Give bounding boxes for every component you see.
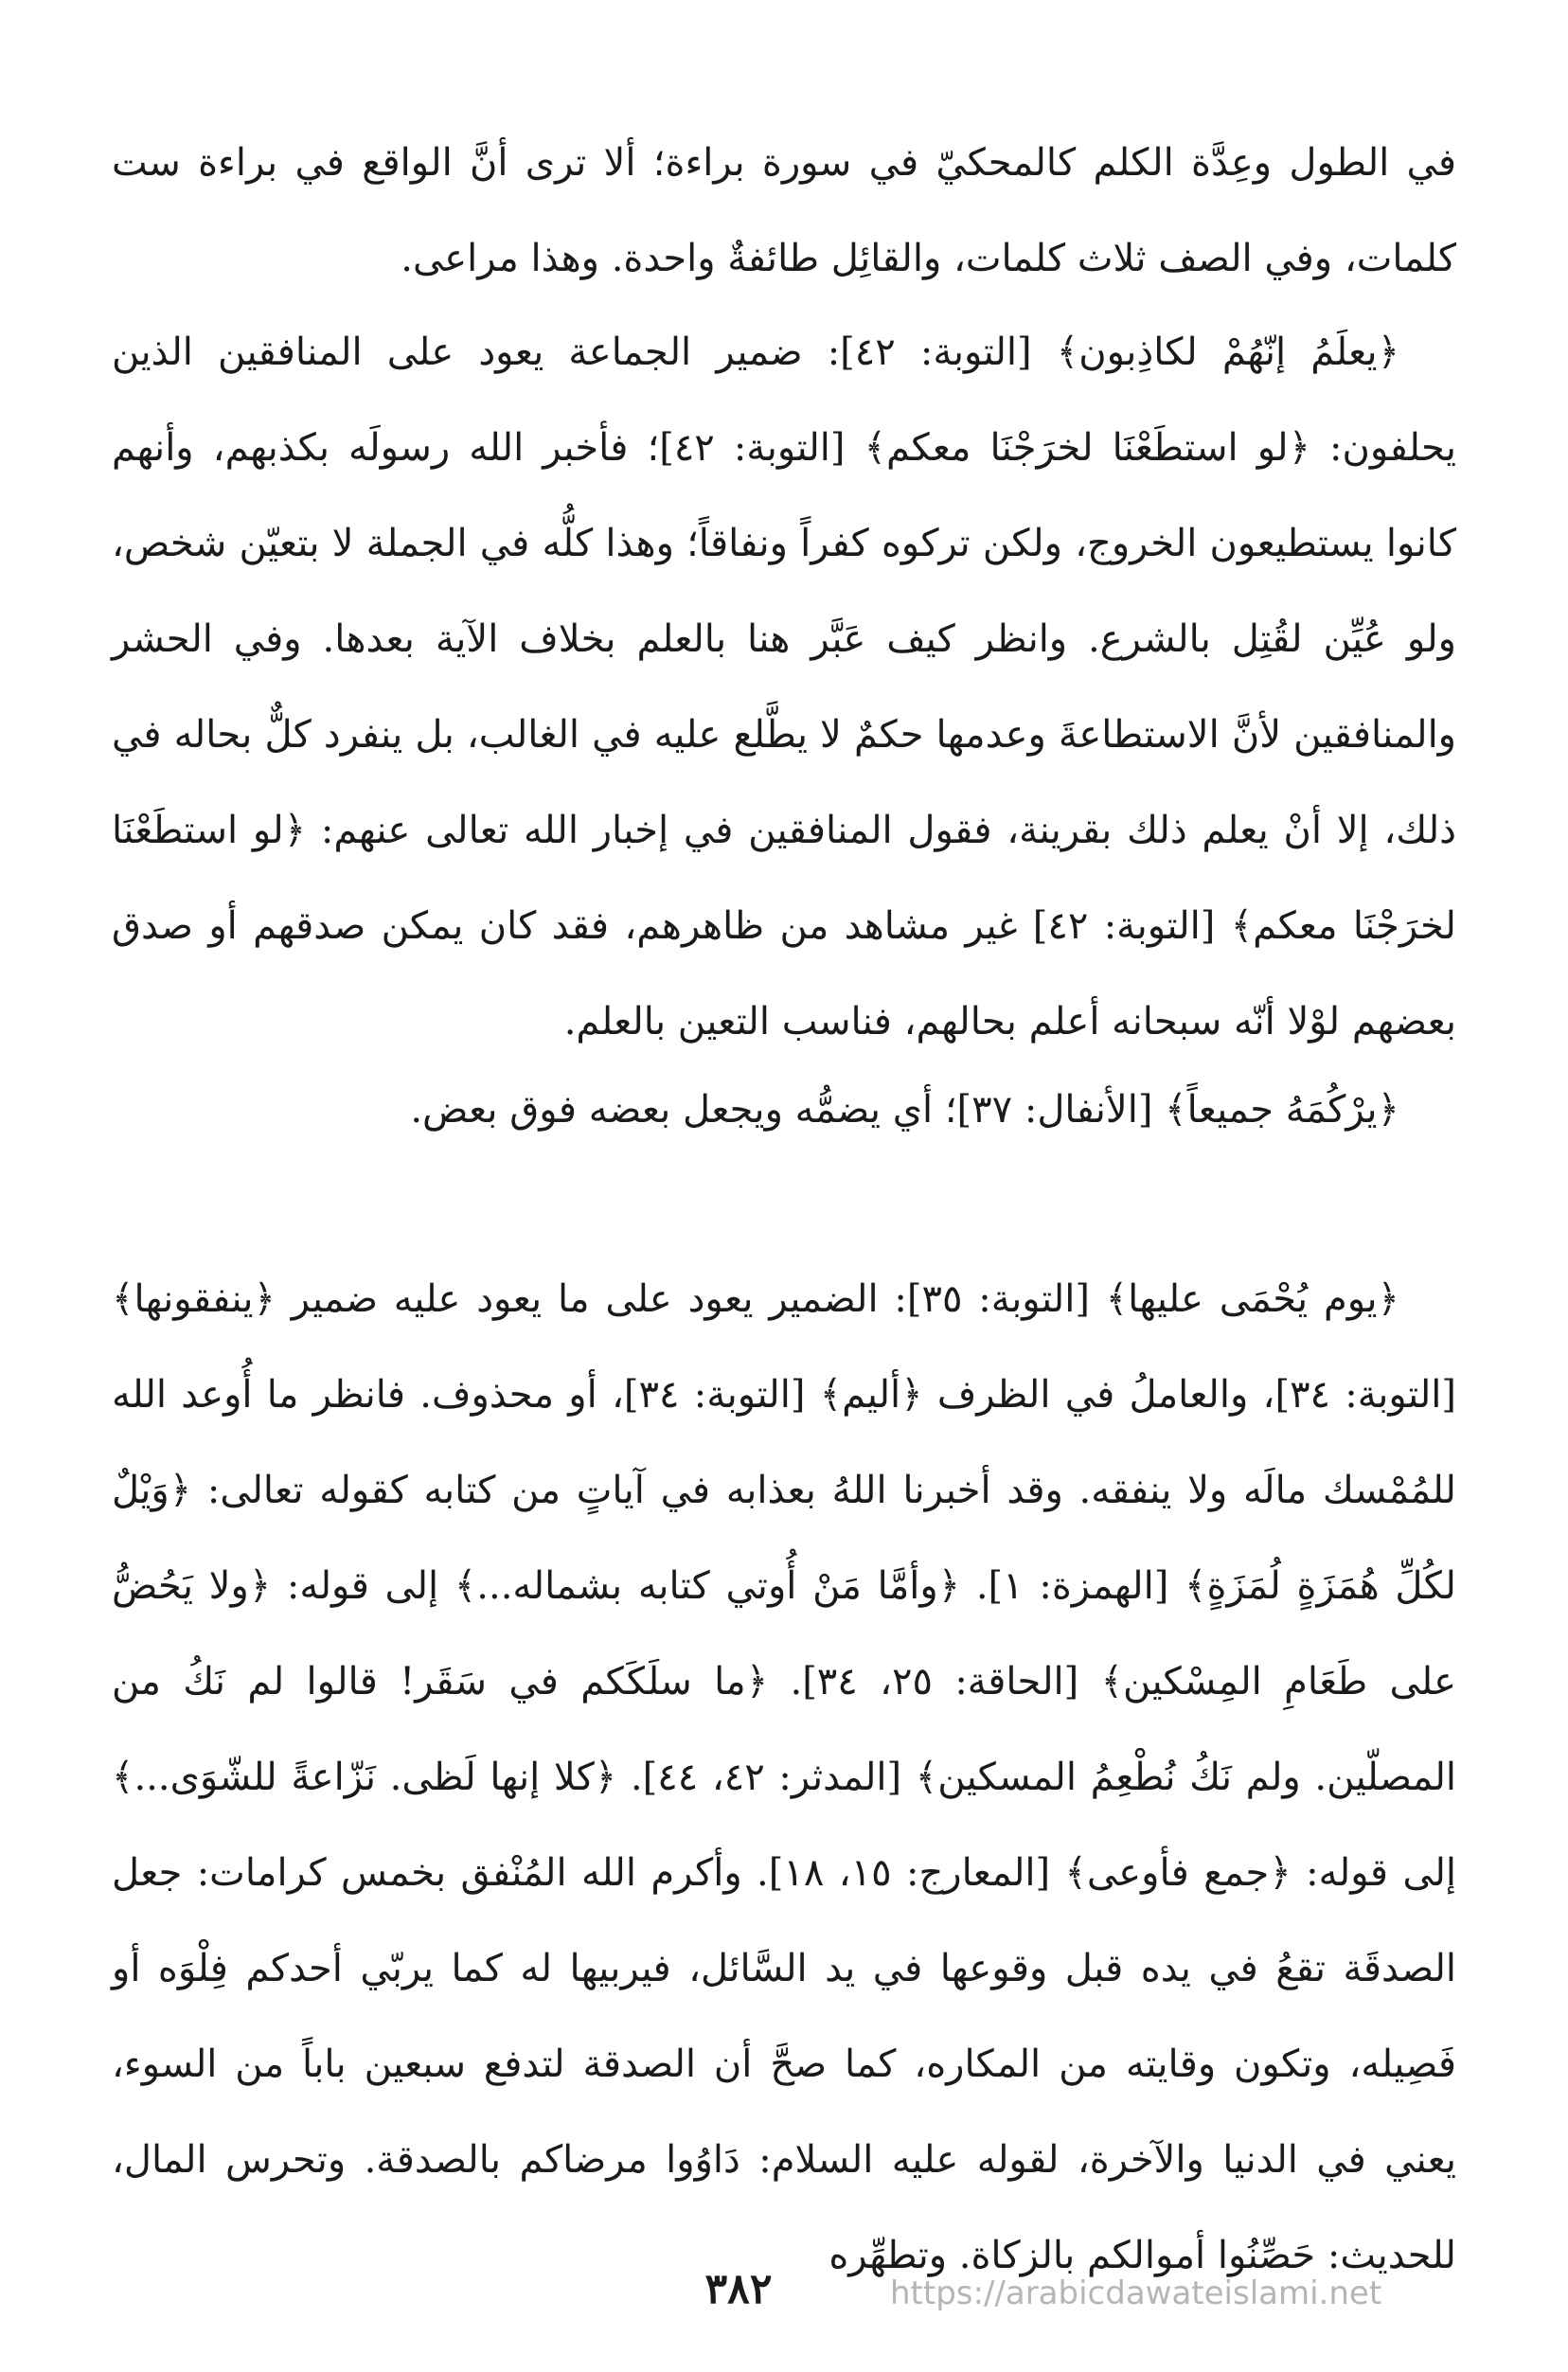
paragraph-charity: ﴿يوم يُحْمَى عليها﴾ [التوبة: ٣٥]: الضمير يعود على ما يعود عليه ضمير ﴿ينفقونها﴾ [التوبة: ٣٤]، والعاملُ في الظرف ﴿أليم﴾ [التوبة: ٣٤]، أو محذوف. فانظر ما أُوعد الله للمُمْسك مالَه ولا ينفقه. وقد أخبرنا اللهُ بعذابه في آياتٍ من كتابه كقوله تعالى: ﴿وَيْلٌ لكُلِّ هُمَزَةٍ لُمَزَةٍ﴾ [الهمزة: ١]. ﴿وأمَّا مَنْ أُوتي كتابه بشماله...﴾ إلى قوله: ﴿ولا يَحُضُّ على طَعَامِ المِسْكين﴾ [الحاقة: ٢٥، ٣٤]. ﴿ما سلَكَكم في سَقَر! قالوا لم نَكُ من المصلّين. ولم نَكُ نُطْعِمُ المسكين﴾ [المدثر: ٤٢، ٤٤]. ﴿كلا إنها لَظى. نَزّاعةً للشّوَى...﴾ إلى قوله: ﴿جمع فأوعى﴾ [المعارج: ١٥، ١٨]. وأكرم الله المُنْفق بخمس كرامات: جعل الصدقَة تقعُ في يده قبل وقوعها في يد السَّائل، فيربيها له كما يربّي أحدكم فِلْوَه أو فَصِيله، وتكون وقايته من المكاره، كما صحَّ أن الصدقة لتدفع سبعين باباً من السوء، يعني في الدنيا والآخرة، لقوله عليه السلام: دَاوُوا مرضاكم بالصدقة. وتحرس المال، للحديث: حَصِّنُوا أموالكم بالزكاة. وتطهِّره [112, 1277, 1457, 2277]
paragraph-hypocrites: ﴿يعلَمُ إنّهُمْ لكاذِبون﴾ [التوبة: ٤٢]: ضمير الجماعة يعود على المنافقين الذين يحلفون: ﴿لو استطَعْنَا لخرَجْنَا معكم﴾ [التوبة: ٤٢]؛ فأخبر الله رسولَه بكذبهم، وأنهم كانوا يستطيعون الخروج، ولكن تركوه كفراً ونفاقاً؛ وهذا كلُّه في الجملة لا بتعيّن شخص، ولو عُيِّن لقُتِل بالشرع. وانظر كيف عَبَّر هنا بالعلم بخلاف الآية بعدها. وفي الحشر والمنافقين لأنَّ الاستطاعةَ وعدمها حكمٌ لا يطَّلع عليه في الغالب، بل ينفرد كلٌّ بحاله في ذلك، إلا أنْ يعلم ذلك بقرينة، فقول المنافقين في إخبار الله تعالى عنهم: ﴿لو استطَعْنَا لخرَجْنَا معكم﴾ [التوبة: ٤٢] غير مشاهد من ظاهرهم، فقد كان يمكن صدقهم أو صدق بعضهم لوْلا أنّه سبحانه أعلم بحالهم، فناسب التعين بالعلم. [112, 330, 1457, 1043]
page-number: ٣٨٢ [704, 2265, 773, 2313]
paragraph-yarkumahu: ﴿يرْكُمَهُ جميعاً﴾ [الأنفال: ٣٧]؛ أي يضمُّه ويجعل بعضه فوق بعض. [410, 1088, 1399, 1132]
watermark-url: https://arabicdawateislami.net [890, 2274, 1382, 2312]
paragraph-continuation: في الطول وعِدَّة الكلم كالمحكيّ في سورة براءة؛ ألا ترى أنَّ الواقع في براءة ست كلمات، وفي الصف ثلاث كلمات، والقائِل طائفةٌ واحدة. وهذا مراعى. [112, 141, 1456, 280]
